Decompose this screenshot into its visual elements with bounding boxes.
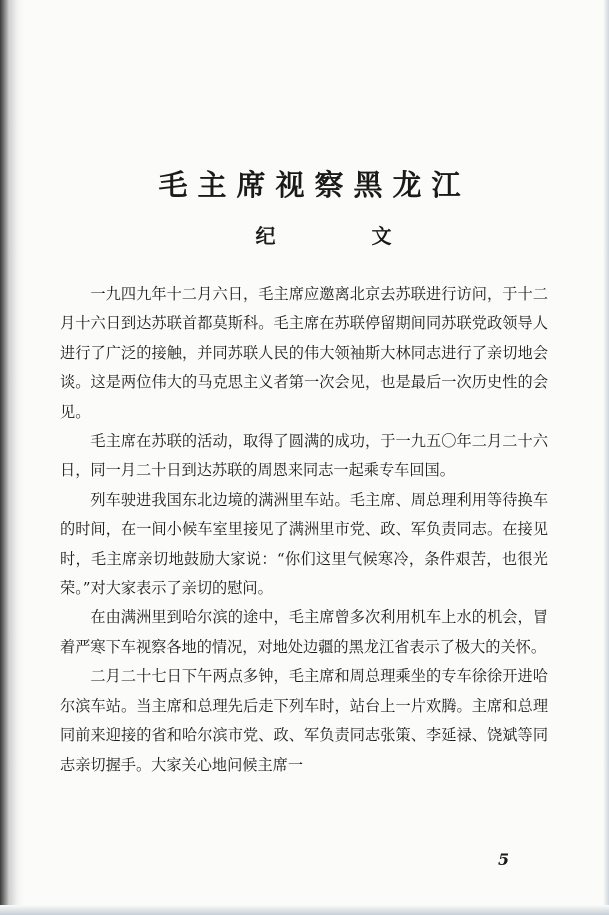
paragraph: 在由满洲里到哈尔滨的途中，毛主席曾多次利用机车上水的机会，冒着严寒下车视察各地的情况，对地处边疆的黑龙江省表示了极大的关怀。 <box>60 608 548 656</box>
paragraph: 毛主席在苏联的活动，取得了圆满的成功，于一九五〇年二月二十六日，同一月二十日到达苏联的周恩来同志一起乘专车回国。 <box>60 432 548 480</box>
page-number: 5 <box>498 850 510 869</box>
article-author: 纪 文 <box>255 224 430 248</box>
paragraph: 列车驶进我国东北边境的满洲里车站。毛主席、周总理利用等待换车的时间，在一间小候车室里接见了满洲里市党、政、军负责同志。在接见时，毛主席亲切地鼓励大家说：“你们这里气候寒冷，条件艰苦，也很光荣。”对大家表示了亲切的慰问。 <box>60 490 548 598</box>
page-edge-bottom <box>0 905 609 915</box>
article-body <box>60 280 548 780</box>
paragraph: 二月二十七日下午两点多钟，毛主席和周总理乘坐的专车徐徐开进哈尔滨车站。当主席和总理先后走下列车时，站台上一片欢腾。主席和总理同前来迎接的省和哈尔滨市党、政、军负责同志张策、李延禄、饶斌等同志亲切握手。大家关心地问候主席一 <box>60 667 548 774</box>
scan-binding-shadow <box>0 0 24 915</box>
article-title: 毛主席视察黑龙江 <box>158 168 471 202</box>
page-edge-right <box>603 0 609 915</box>
paragraph: 一九四九年十二月六日，毛主席应邀离北京去苏联进行访问，于十二月十六日到达苏联首都莫斯科。毛主席在苏联停留期间同苏联党政领导人进行了广泛的接触，并同苏联人民的伟大领袖斯大林同志进行了亲切地会谈。这是两位伟大的马克思主义者第一次会见，也是最后一次历史性的会见。 <box>60 285 548 421</box>
